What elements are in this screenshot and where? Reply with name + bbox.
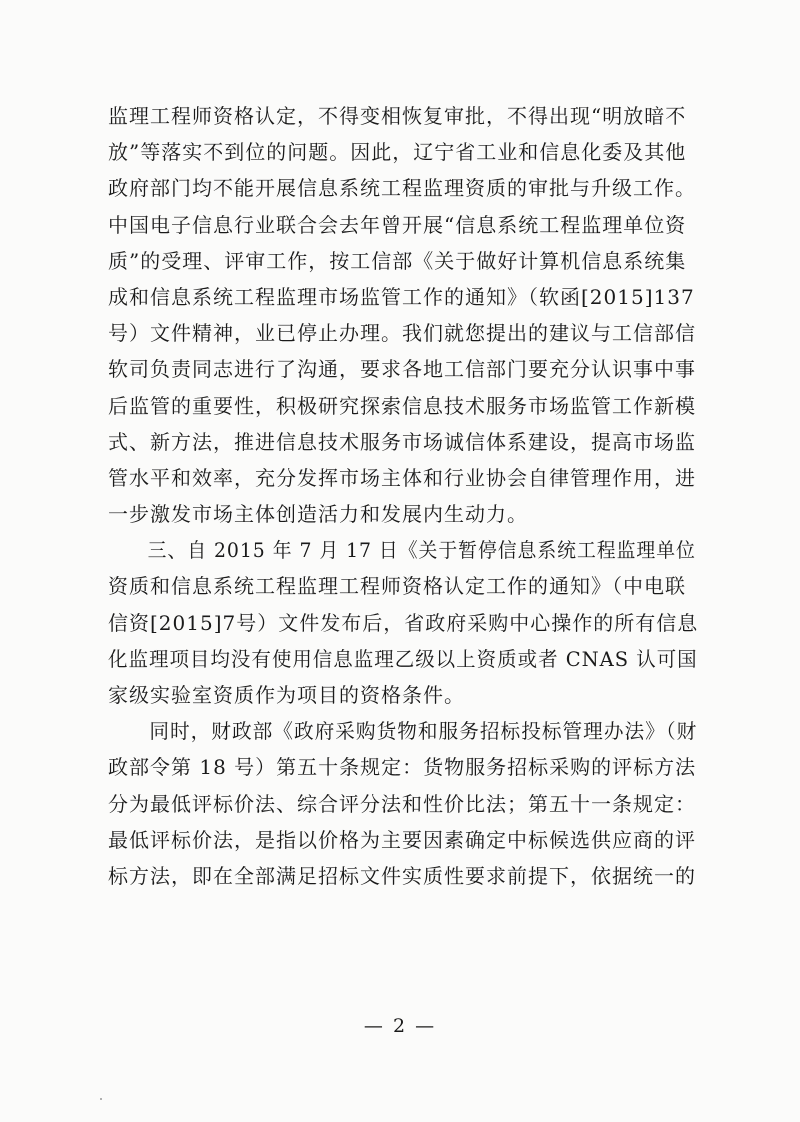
- page-number: — 2 —: [363, 1015, 437, 1037]
- text-line: 成和信息系统工程监理市场监管工作的通知》（软函[2015]137: [108, 284, 695, 309]
- text-line: 放”等落实不到位的问题。因此，辽宁省工业和信息化委及其他: [108, 140, 687, 165]
- text-line: 政府部门均不能开展信息系统工程监理资质的审批与升级工作。: [108, 176, 696, 201]
- body-text: [108, 98, 698, 894]
- text-line: 分为最低评标价法、综合评分法和性价比法；第五十一条规定：: [108, 791, 696, 816]
- text-line: 质”的受理、评审工作，按工信部《关于做好计算机信息系统集: [108, 248, 687, 273]
- text-line: 最低评标价法，是指以价格为主要因素确定中标候选供应商的评: [108, 827, 696, 852]
- text-line: 同时，财政部《政府采购货物和服务招标投标管理办法》（财: [149, 719, 698, 744]
- text-line: 中国电子信息行业联合会去年曾开展“信息系统工程监理单位资: [108, 212, 687, 237]
- text-line: 政部令第 18 号）第五十条规定：货物服务招标采购的评标方法: [108, 755, 697, 780]
- text-line: 式、新方法，推进信息技术服务市场诚信体系建设，提高市场监: [108, 429, 696, 454]
- scan-dot: [100, 1098, 102, 1100]
- text-line: 信资[2015]7号）文件发布后，省政府采购中心操作的所有信息: [108, 610, 699, 635]
- text-line: 标方法，即在全部满足招标文件实质性要求前提下，依据统一的: [108, 863, 696, 888]
- text-line: 一步激发市场主体创造活力和发展内生动力。: [108, 502, 528, 527]
- text-line: 软司负责同志进行了沟通，要求各地工信部门要充分认识事中事: [108, 357, 696, 382]
- text-line: 三、自 2015 年 7 月 17 日《关于暂停信息系统工程监理单位: [147, 538, 696, 563]
- text-line: 后监管的重要性，积极研究探索信息技术服务市场监管工作新模: [108, 393, 696, 418]
- text-line: 监理工程师资格认定，不得变相恢复审批，不得出现“明放暗不: [108, 104, 687, 128]
- text-line: 管水平和效率，充分发挥市场主体和行业协会自律管理作用，进: [108, 465, 696, 490]
- text-line: 资质和信息系统工程监理工程师资格认定工作的通知》（中电联: [108, 574, 686, 599]
- text-line: 化监理项目均没有使用信息监理乙级以上资质或者 CNAS 认可国: [108, 646, 698, 671]
- text-line: 号）文件精神，业已停止办理。我们就您提出的建议与工信部信: [108, 321, 696, 346]
- text-line: 家级实验室资质作为项目的资格条件。: [108, 683, 465, 707]
